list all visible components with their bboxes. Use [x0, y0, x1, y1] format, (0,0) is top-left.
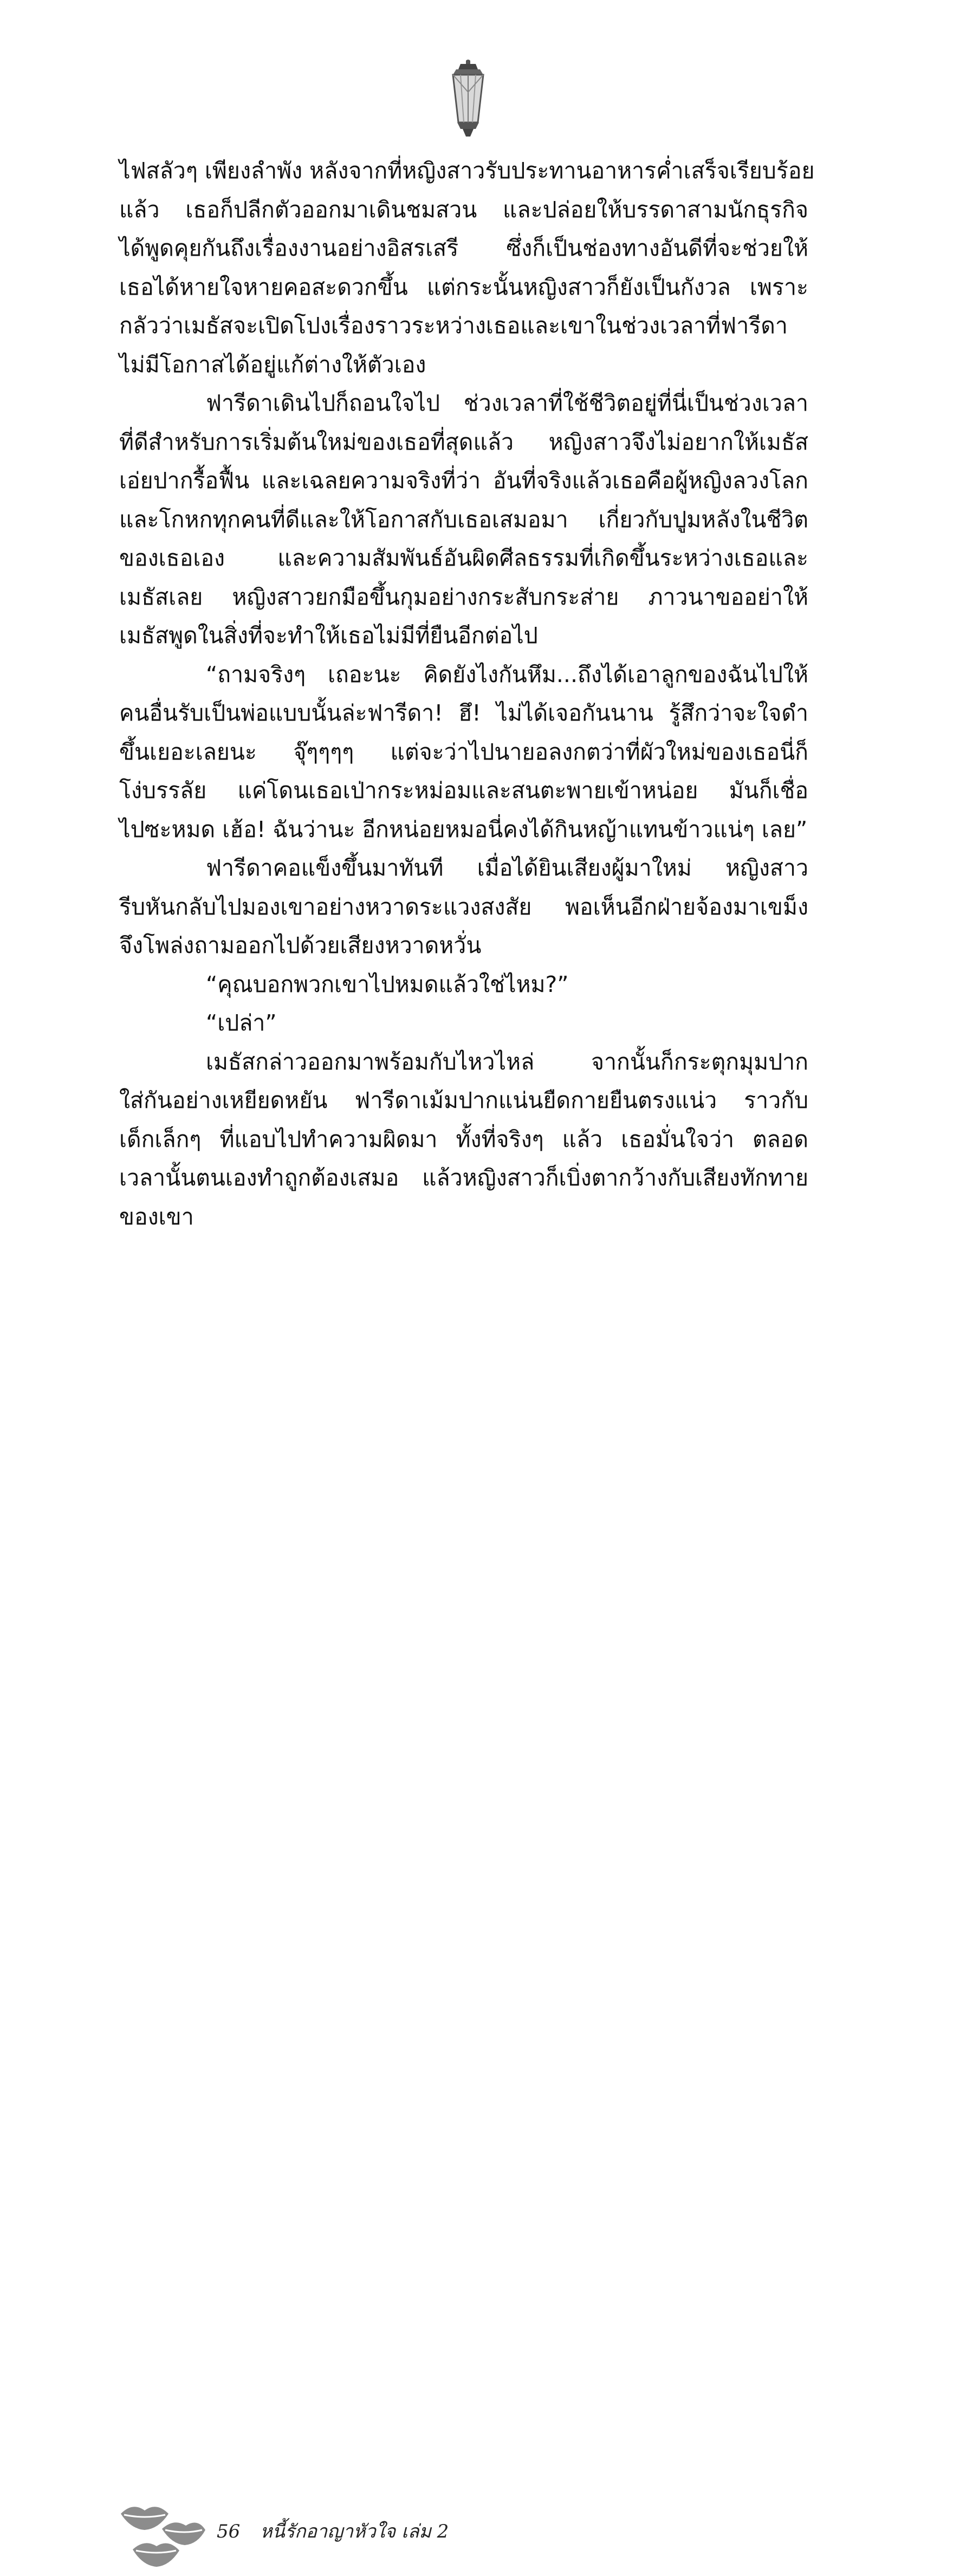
lantern-icon	[444, 59, 492, 140]
text-line: ขึ้นเยอะเลยนะ จุ๊ๆๆๆๆ แต่จะว่าไปนายอลงกตว่าที่ผัวใหม่ของเธอนี่ก็	[119, 738, 808, 765]
text-line: ใส่กันอย่างเหยียดหยัน ฟารีดาเม้มปากแน่นยืดกายยืนตรงแน่ว ราวกับ	[119, 1087, 808, 1113]
text-line: ของเขา	[119, 1203, 194, 1230]
text-line: เอ่ยปากรื้อฟื้น และเฉลยความจริงที่ว่า อันที่จริงแล้วเธอคือผู้หญิงลวงโลก	[119, 468, 808, 494]
text-line: “คุณบอกพวกเขาไปหมดแล้วใช่ไหม?”	[206, 971, 569, 997]
text-line: ไปซะหมด เฮ้อ! ฉันว่านะ อีกหน่อยหมอนี่คงได้กินหญ้าแทนข้าวแน่ๆ เลย”	[119, 816, 808, 842]
text-line: ฟารีดาคอแข็งขึ้นมาทันที เมื่อได้ยินเสียงผู้มาใหม่ หญิงสาว	[206, 855, 808, 881]
text-line: ไฟสลัวๆ เพียงลำพัง หลังจากที่หญิงสาวรับประทานอาหารค่ำเสร็จเรียบร้อย	[119, 158, 815, 184]
text-line: “เปล่า”	[206, 1010, 277, 1036]
text-line: เด็กเล็กๆ ที่แอบไปทำความผิดมา ทั้งที่จริงๆ แล้ว เธอมั่นใจว่า ตลอด	[119, 1126, 808, 1152]
text-line: โง่บรรลัย แค่โดนเธอเป่ากระหม่อมและสนตะพายเข้าหน่อย มันก็เชื่อ	[119, 777, 808, 803]
text-line: เมธัสเลย หญิงสาวยกมือขึ้นกุมอย่างกระสับกระส่าย ภาวนาขออย่าให้	[119, 583, 808, 610]
text-line: กลัวว่าเมธัสจะเปิดโปงเรื่องราวระหว่างเธอและเขาในช่วงเวลาที่ฟารีดา	[119, 313, 788, 339]
book-title: หนี้รักอาญาหัวใจ เล่ม 2	[260, 2521, 449, 2542]
lips-icon	[116, 2497, 209, 2576]
text-line: เมธัสกล่าวออกมาพร้อมกับไหวไหล่ จากนั้นก็กระตุกมุมปาก	[206, 1048, 808, 1075]
text-line: ที่ดีสำหรับการเริ่มต้นใหม่ของเธอที่สุดแล้ว หญิงสาวจึงไม่อยากให้เมธัส	[119, 429, 808, 455]
text-line: “ถามจริงๆ เถอะนะ คิดยังไงกันหึม...ถึงได้เอาลูกของฉันไปให้	[206, 661, 808, 687]
body-text	[119, 152, 815, 1236]
page-number: 56	[217, 2521, 241, 2542]
text-line: รีบหันกลับไปมองเขาอย่างหวาดระแวงสงสัย พอเห็นอีกฝ่ายจ้องมาเขม็ง	[119, 893, 808, 920]
text-line: และโกหกทุกคนที่ดีและให้โอกาสกับเธอเสมอมา เกี่ยวกับปูมหลังในชีวิต	[119, 506, 808, 533]
text-line: ของเธอเอง และความสัมพันธ์อันผิดศีลธรรมที่เกิดขึ้นระหว่างเธอและ	[119, 545, 808, 571]
text-line: ไม่มีโอกาสได้อยู่แก้ต่างให้ตัวเอง	[119, 351, 426, 378]
text-line: คนอื่นรับเป็นพ่อแบบนั้นล่ะฟารีดา! ฮึ! ไม่ได้เจอกันนาน รู้สึกว่าจะใจดำ	[119, 700, 808, 726]
text-line: จึงโพล่งถามออกไปด้วยเสียงหวาดหวั่น	[119, 932, 482, 958]
text-line: เธอได้หายใจหายคอสะดวกขึ้น แต่กระนั้นหญิงสาวก็ยังเป็นกังวล เพราะ	[119, 274, 808, 300]
footer-folio	[217, 2516, 449, 2546]
page-footer	[0, 1246, 966, 2542]
text-line: เวลานั้นตนเองทำถูกต้องเสมอ แล้วหญิงสาวก็เบิ่งตากว้างกับเสียงทักทาย	[119, 1165, 808, 1191]
text-line: ได้พูดคุยกันถึงเรื่องงานอย่างอิสรเสรี ซึ่งก็เป็นช่องทางอันดีที่จะช่วยให้	[119, 235, 808, 261]
text-line: เมธัสพูดในสิ่งที่จะทำให้เธอไม่มีที่ยืนอีกต่อไป	[119, 622, 538, 648]
text-line: ฟารีดาเดินไปก็ถอนใจไป ช่วงเวลาที่ใช้ชีวิตอยู่ที่นี่เป็นช่วงเวลา	[206, 390, 808, 416]
text-line: แล้ว เธอก็ปลีกตัวออกมาเดินชมสวน และปล่อยให้บรรดาสามนักธุรกิจ	[119, 196, 808, 223]
